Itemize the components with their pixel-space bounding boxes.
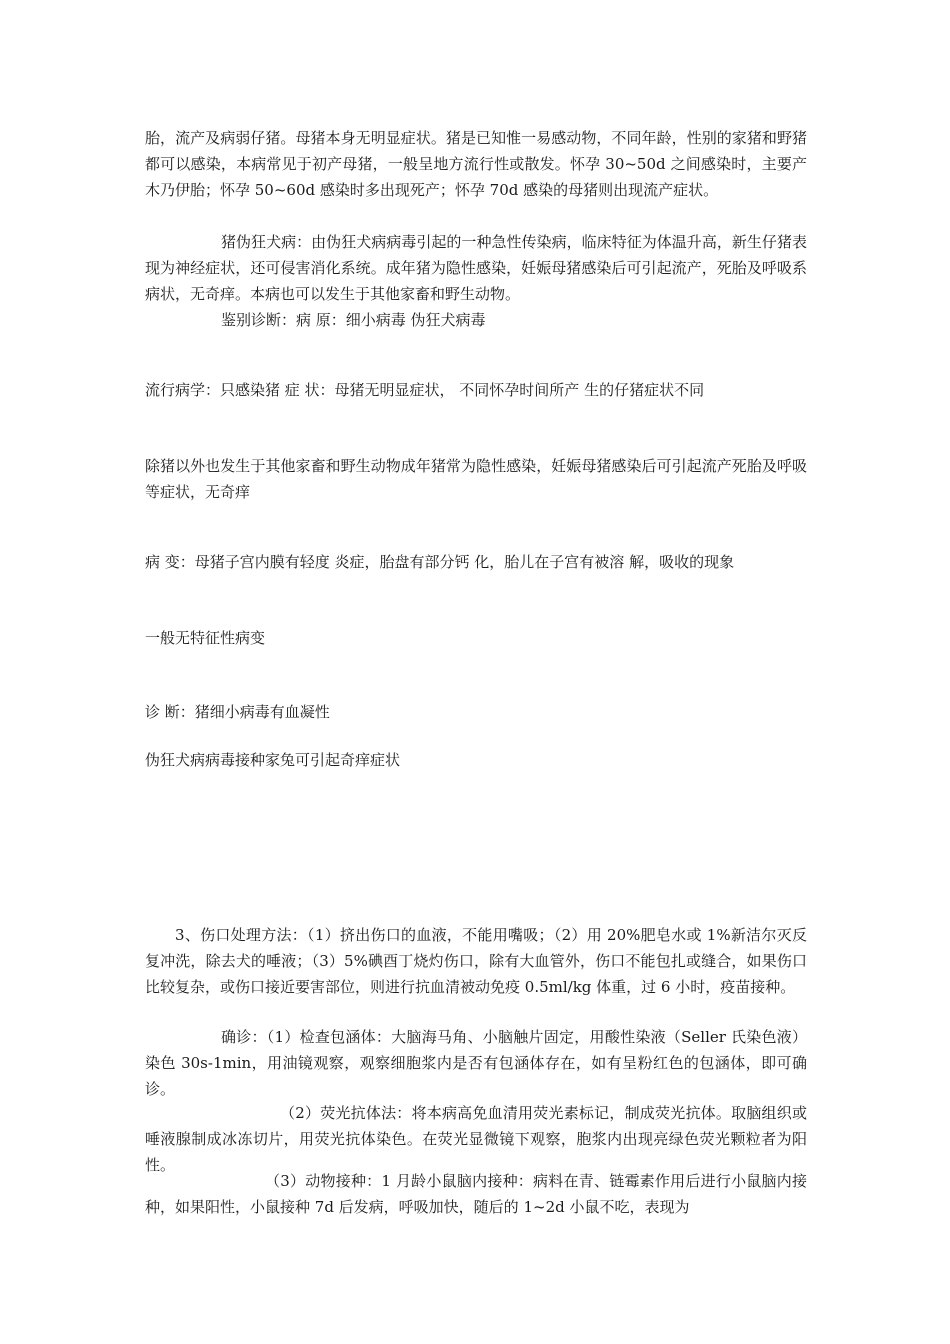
paragraph-fluorescent-antibody: （2）荧光抗体法：将本病高免血清用荧光素标记，制成荧光抗体。取脑组织或唾液腺制成冰冻切片，用荧光抗体染色。在荧光显微镜下观察，胞浆内出现亮绿色荧光颗粒者为阳性。	[145, 1104, 807, 1174]
paragraph-wound-treatment: 3、伤口处理方法：（1）挤出伤口的血液，不能用嘴吸；（2）用 20%肥皂水或 1%新洁尔灭反复冲洗，除去犬的唾液；（3）5%碘酉丁烧灼伤口，除有大血管外，伤口不能包扎或缝合，如果伤口比较复杂，或伤口接近要害部位，则进行抗血清被动免疫 0.5ml/kg 体重，过 6 小时，疫苗接种。	[145, 926, 807, 996]
paragraph-other-animals: 除猪以外也发生于其他家畜和野生动物成年猪常为隐性感染，妊娠母猪感染后可引起流产死胎及呼吸等症状，无奇痒	[145, 457, 807, 501]
paragraph-lesions: 病 变：母猪子宫内膜有轻度 炎症，胎盘有部分钙 化，胎儿在子宫有被溶 解，吸收的现象	[145, 553, 735, 571]
paragraph-parvovirus-epidemiology: 胎，流产及病弱仔猪。母猪本身无明显症状。猪是已知惟一易感动物，不同年龄，性别的家猪和野猪都可以感染，本病常见于初产母猪，一般呈地方流行性或散发。怀孕 30~50d 之间感染时，主要产木乃伊胎；怀孕 50~60d 感染时多出现死产；怀孕 70d 感染的母猪则出现流产症状。	[145, 129, 807, 199]
paragraph-epidemiology-symptoms: 流行病学：只感染猪 症 状：母猪无明显症状， 不同怀孕时间所产 生的仔猪症状不同	[145, 381, 705, 399]
paragraph-animal-inoculation: （3）动物接种：1 月龄小鼠脑内接种：病料在青、链霉素作用后进行小鼠脑内接种，如果阳性，小鼠接种 7d 后发病，呼吸加快，随后的 1~2d 小鼠不吃，表现为	[145, 1172, 807, 1216]
paragraph-diagnosis: 诊 断：猪细小病毒有血凝性	[145, 703, 330, 721]
paragraph-confirmation-inclusion-body: 确诊：（1）检查包涵体：大脑海马角、小脑触片固定，用酸性染液（Seller 氏染色液）染色 30s-1min，用油镜观察，观察细胞浆内是否有包涵体存在，如有呈粉红色的包涵体，即可确诊。	[145, 1028, 807, 1098]
paragraph-no-specific-lesions: 一般无特征性病变	[145, 629, 266, 647]
paragraph-differential-diagnosis: 鉴别诊断：病 原：细小病毒 伪狂犬病毒	[221, 311, 486, 329]
paragraph-pseudorabies-intro: 猪伪狂犬病：由伪狂犬病病毒引起的一种急性传染病，临床特征为体温升高，新生仔猪表现为神经症状，还可侵害消化系统。成年猪为隐性感染，妊娠母猪感染后可引起流产，死胎及呼吸系病状，无奇痒。本病也可以发生于其他家畜和野生动物。	[145, 233, 807, 303]
paragraph-rabbit-inoculation: 伪狂犬病病毒接种家兔可引起奇痒症状	[145, 751, 401, 769]
